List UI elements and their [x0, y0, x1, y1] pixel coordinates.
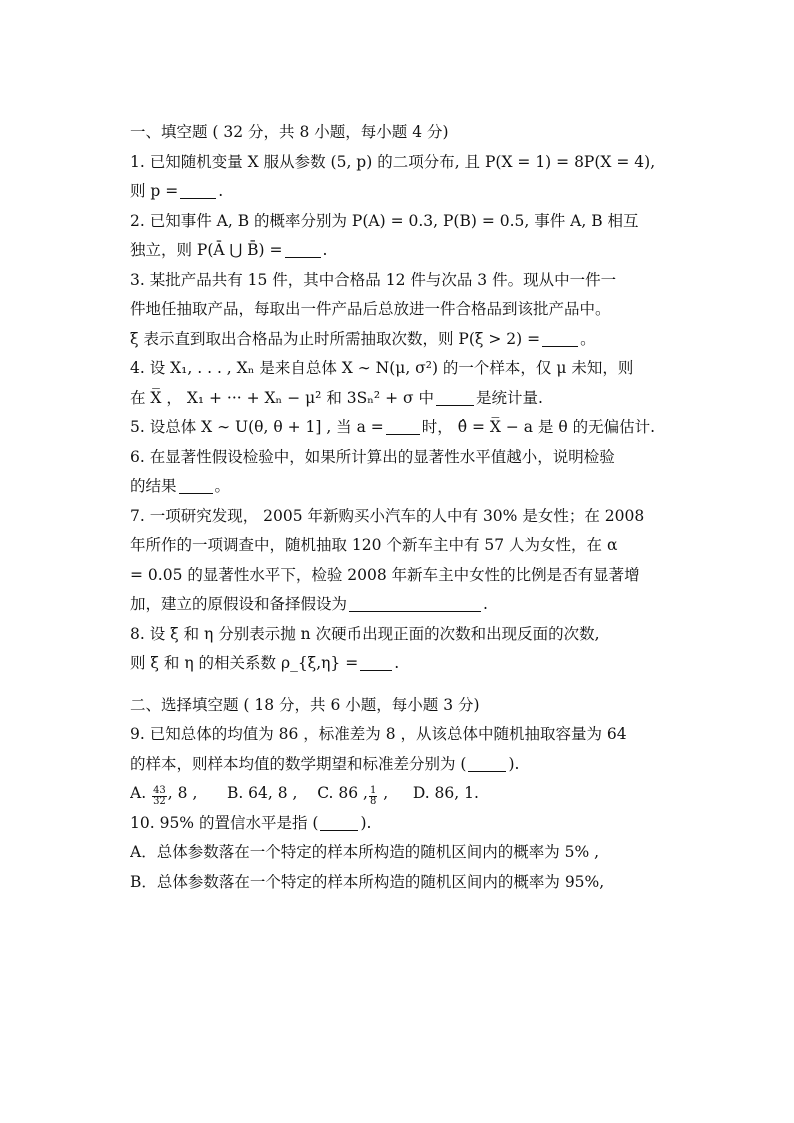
q9-option-c-denominator: 8 [369, 796, 377, 807]
q2-answer-blank[interactable] [285, 240, 321, 258]
q9-option-a-numerator: 43 [153, 785, 166, 796]
q9-prompt: 的样本，则样本均值的数学期望和标准差分别为 ( [130, 754, 467, 773]
q3-answer-blank[interactable] [542, 329, 578, 347]
q3-line-2: 件地任抽取产品，每取出一件产品后总放进一件合格品到该批产品中。 [130, 300, 611, 318]
q2-line-2 [130, 236, 675, 266]
q4-suffix: 是统计量. [476, 388, 543, 407]
q7-prompt: 加，建立的原假设和备择假设为 [130, 595, 348, 613]
q4-line-2 [130, 384, 675, 414]
q9-option-c-fraction [369, 786, 377, 807]
q7-answer-blank[interactable] [349, 594, 481, 612]
q9-option-c-numerator: 1 [369, 785, 377, 796]
q6-answer-blank[interactable] [179, 476, 213, 494]
q9-option-c[interactable] [317, 784, 389, 807]
q6-prompt: 的结果 [130, 477, 177, 495]
q10-prompt: 10. 95% 的置信水平是指 ( [130, 813, 319, 832]
q10-answer-blank[interactable] [320, 813, 358, 831]
q9-option-c-label: C. 86 , [317, 784, 368, 802]
section-1-heading: 一、填空题 ( 32 分，共 8 小题，每小题 4 分) [130, 123, 449, 141]
q9-option-b[interactable]: B. 64, 8 , [226, 784, 298, 802]
q8-answer-blank[interactable] [360, 653, 392, 671]
q9-option-a-fraction [152, 786, 167, 807]
q3-line-1: 3. 某批产品共有 15 件，其中合格品 12 件与次品 3 件。现从中一件一 [130, 270, 617, 289]
q8-prompt: 则 ξ 和 η 的相关系数 ρ_{ξ,η} = [130, 654, 359, 672]
q10-punct: ). [360, 813, 372, 832]
section-2-heading: 二、选择填空题 ( 18 分，共 6 小题，每小题 3 分) [130, 695, 480, 714]
q7-line-2: 年所作的一项调查中，随机抽取 120 个新车主中有 57 人为女性，在 α [130, 536, 618, 554]
q5-line [130, 413, 675, 443]
exam-content [130, 118, 675, 897]
q9-punct: ). [508, 754, 520, 773]
q1-line-2 [130, 177, 675, 207]
q3-prompt: ξ 表示直到取出合格品为止时所需抽取次数，则 P(ξ > 2) = [130, 329, 541, 348]
q1-answer-blank[interactable] [180, 181, 216, 199]
q8-line-2 [130, 649, 675, 679]
q1-prompt: 则 p = [130, 182, 179, 200]
q3-punct: 。 [580, 329, 596, 348]
q7-line-4 [130, 590, 675, 620]
q5-prompt: 5. 设总体 X ∼ U(θ, θ + 1] , 当 a = [130, 418, 384, 436]
section-gap [130, 679, 675, 691]
q9-option-a-denominator: 32 [153, 796, 166, 807]
q8-line-1: 8. 设 ξ 和 η 分别表示抛 n 次硬币出现正面的次数和出现反面的次数, [130, 624, 600, 643]
q5-suffix: 时， θ̂ = X̅ − a 是 θ 的无偏估计. [421, 418, 656, 436]
q9-option-a[interactable] [130, 784, 198, 807]
q10-option-b[interactable]: B．总体参数落在一个特定的样本所构造的随机区间内的概率为 95%, [130, 872, 605, 891]
q7-punct: . [483, 595, 488, 613]
q3-line-3 [130, 325, 675, 355]
q9-line-1: 9. 已知总体的均值为 86 ，标准差为 8 ，从该总体中随机抽取容量为 64 [130, 725, 627, 743]
q1-line-1: 1. 已知随机变量 X 服从参数 (5, p) 的二项分布, 且 P(X = 1) = 8P(X = 4), [130, 152, 656, 171]
q2-line-1: 2. 已知事件 A, B 的概率分别为 P(A) = 0.3, P(B) = 0.5, 事件 A, B 相互 [130, 211, 639, 230]
q9-options [130, 779, 675, 809]
q10-option-a[interactable]: A．总体参数落在一个特定的样本所构造的随机区间内的概率为 5% , [130, 843, 600, 861]
q9-answer-blank[interactable] [468, 754, 506, 772]
q6-line-2 [130, 472, 675, 502]
q9-option-a-rest: , 8 , [167, 784, 198, 802]
q5-answer-blank[interactable] [386, 417, 420, 435]
q7-line-1: 7. 一项研究发现， 2005 年新购买小汽车的人中有 30% 是女性；在 2008 [130, 506, 645, 525]
q6-punct: 。 [214, 477, 231, 495]
q1-punct: . [218, 182, 224, 200]
q9-option-a-label: A. [130, 784, 147, 802]
q4-line-1: 4. 设 X₁, . . . , Xₙ 是来自总体 X ∼ N(μ, σ²) 的一个样本，仅 μ 未知，则 [130, 359, 634, 377]
q7-line-3: = 0.05 的显著性水平下，检验 2008 年新车主中女性的比例是否有显著增 [130, 565, 640, 584]
q4-answer-blank[interactable] [436, 388, 474, 406]
q9-line-2 [130, 750, 675, 780]
q6-line-1: 6. 在显著性假设检验中，如果所计算出的显著性水平值越小，说明检验 [130, 447, 615, 466]
q2-prompt: 独立，则 P(Ā ⋃ B̄) = [130, 241, 283, 259]
q9-option-c-rest: , [378, 784, 389, 802]
q10-line-1 [130, 809, 675, 839]
q8-punct: . [394, 654, 400, 672]
q9-option-d[interactable]: D. 86, 1. [412, 784, 479, 802]
q2-punct: . [322, 241, 328, 259]
q4-prompt: 在 X̅ ， X₁ + ··· + Xₙ − μ² 和 3Sₙ² + σ 中 [130, 388, 434, 407]
